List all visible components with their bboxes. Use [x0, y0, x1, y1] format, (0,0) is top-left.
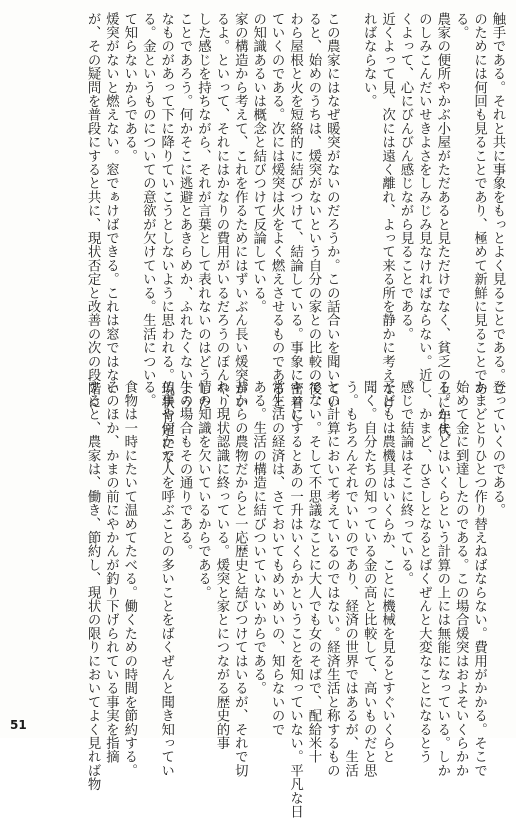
text-column: すると、農家は、働き、節約し、現状の限りにおいてよく見れば物 — [85, 380, 101, 791]
text-column: 触手である。それと共に事象をもっとよく見ることである。こ — [490, 12, 505, 396]
text-column: のしみこんだいせきよさをしみじみ見なければならない。近 — [416, 12, 432, 382]
text-column: 昔からの農物だからと一応歴史と結びつけてはいるが、それで切 — [232, 380, 248, 778]
text-column: なものがあって下に降りていこうとしないように思われる。現状肯定にな — [158, 12, 174, 465]
text-column: る。かまどはいくらという計算の上には無能になっている。しか — [434, 380, 450, 778]
text-column: 聞く。自分たちの知っている金の高と比較して、高いものだと思 — [361, 380, 377, 778]
text-column: が、その疑問を普段にすると共に、現状否定と改善の次の段階に — [85, 12, 101, 410]
text-column: キロにするとあの一升はいくらかということを知っていない。平凡な日 — [287, 380, 303, 818]
text-column: 食物は一時にたいて温めてたべる。働くための時間を節約する。 — [121, 380, 137, 778]
text-column: て知らないからである。 — [121, 12, 137, 163]
text-column: この農家にはなぜ暖突がないのだろうか。この話合いを聞いてい — [324, 12, 340, 410]
text-column: との計算において考えているのではない。経済生活と称するもの — [324, 380, 340, 778]
page-number: 51 — [10, 718, 27, 732]
text-column: した感じを持ちながら、それが言葉として表れないのはどうした — [195, 12, 211, 410]
text-column: ると、始めのうちは、煖突がないという自分の家との比較の後、 — [305, 12, 321, 410]
text-column: 家の構造から考えて、これを作るためにはずいぶん長い煖突がい — [232, 12, 248, 410]
text-column: 感じで結論はそこに終っている。 — [397, 380, 413, 586]
text-column: る。 — [140, 380, 156, 408]
text-column: るよ。といって、それにはかなりの費用がいるだろうのぼんやり — [213, 12, 229, 410]
text-column: そのほか、かまの前にやかんが釣り下げられている事実を指摘 — [103, 380, 119, 764]
text-column: 近くよって見、次には遠く離れ、よって来る所を静かに考えなけ — [379, 12, 395, 410]
text-column: 子どもは農機具はいくらか、ことに機械を見るとすぐいくらと — [379, 380, 395, 764]
text-column — [340, 12, 358, 337]
text-column: の知識あるいは概念と結びつけて反論している。 — [250, 12, 266, 314]
text-column: ていくのである。次には煖突は火をよく燃えさせるものであると — [269, 12, 285, 410]
lower-text-block — [83, 380, 506, 818]
text-column: う。もちろんそれでいいのであり、経済の世界ではあるが、生活 — [342, 380, 358, 778]
text-column: 情の知識を欠いているからである。 — [195, 380, 211, 600]
text-column: 煖突がないと燃えない。窓でぁけばできる。これは窓ではない — [103, 12, 119, 396]
text-column: 農家の便所やかぶ小屋がただあると見ただけでなく、貧乏の上に年代 — [434, 12, 450, 437]
text-column: る。 — [453, 12, 469, 40]
text-column: ある。生活の構造に結びついていないからである。 — [250, 380, 266, 696]
text-column: わら屋根と火を短絡的に結びつけて、結論している。事象に密着し — [287, 12, 303, 423]
text-column: し、かまど、ひさしとなるとばくぜんと大変なことになるとう — [416, 380, 432, 764]
text-column: 仏事や何かで人を呼ぶことの多いことをばくぜんと聞き知ってい — [158, 380, 174, 778]
text-column: でない。そして不思議なことに大人でも女のそばで、配給米十 — [305, 380, 321, 764]
text-column: のためには何回も見ることであり、極めて新鮮に見ることであ — [471, 12, 487, 396]
text-column: る。金というものについての意欲が欠けている。生活につい — [140, 12, 156, 382]
text-column: くよって、心にびんびん感じながら見ることである。 — [397, 12, 413, 341]
text-column: 登っていくのである。 — [490, 380, 505, 517]
text-column: 始めて金に到達したのである。この場合煖突はおよそいくらかか — [453, 380, 469, 778]
text-column: かまどとりひとつ作り替えねばならない。費用がかかる。そこで — [471, 380, 487, 778]
text-column: ればならない。 — [361, 12, 377, 108]
text-column: 常生活の経済は、さておいてもめいめいの、知らないので — [269, 380, 285, 737]
text-column: 牛の場合もその通りである。 — [177, 380, 193, 559]
text-column: ことであろう。何かそこに逃避とあきらめか、ふれたくないよう — [177, 12, 193, 410]
text-column: れ、現状認識に終っている。煖突と家とにつながる歴史的事 — [213, 380, 229, 750]
